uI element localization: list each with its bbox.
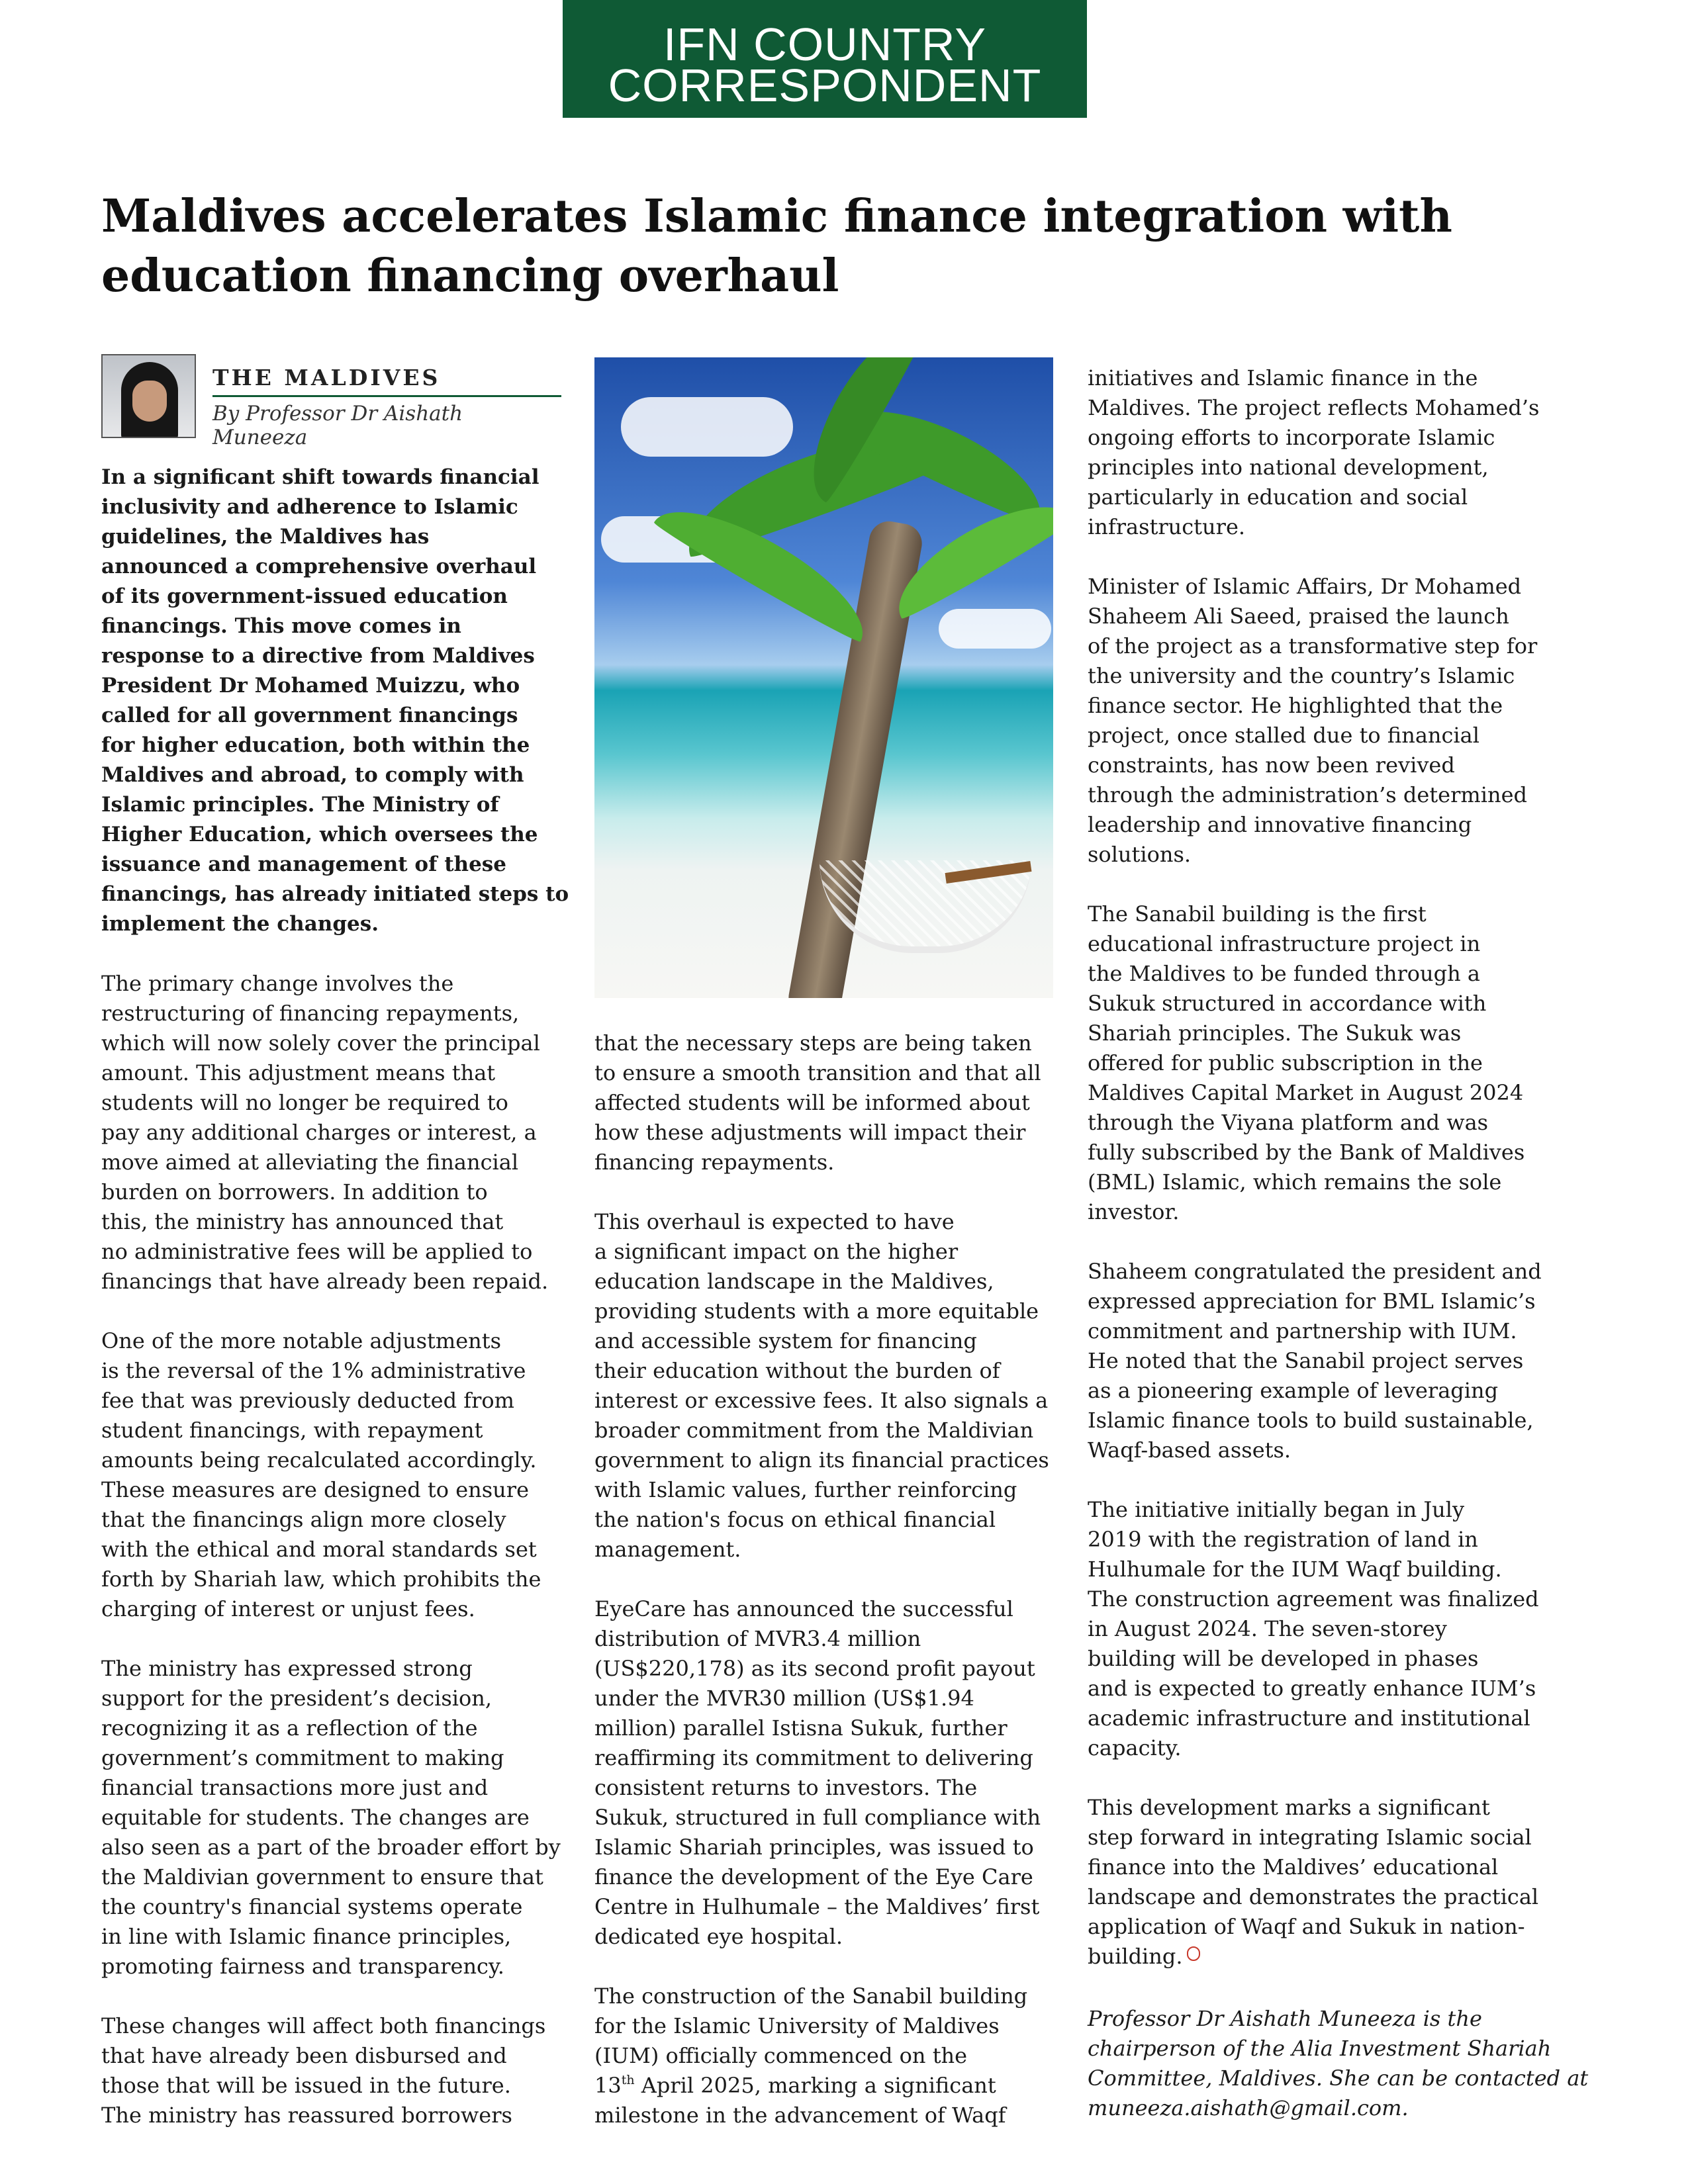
text-line: constraints, has now been revived — [1088, 752, 1455, 778]
text-line: of its government-issued education — [101, 584, 508, 608]
text-line: providing students with a more equitable — [594, 1298, 1039, 1324]
text-line: no administrative fees will be applied to — [101, 1239, 533, 1264]
text-line: financing repayments. — [594, 1150, 835, 1175]
author-byline — [101, 354, 561, 449]
text-line: in August 2024. The seven-storey — [1088, 1616, 1447, 1641]
text-line: Islamic principles. The Ministry of — [101, 793, 499, 817]
text-line: commitment and partnership with IUM. — [1088, 1318, 1517, 1343]
text-line: offered for public subscription in the — [1088, 1050, 1483, 1075]
text-line: announced a comprehensive overhaul — [101, 555, 537, 578]
author-email[interactable]: muneeza.aishath@gmail.com. — [1088, 2095, 1409, 2120]
text-line — [594, 2071, 1058, 2101]
text-line: amounts being recalculated accordingly. — [101, 1447, 537, 1473]
text-line: financings that have already been repaid. — [101, 1269, 549, 1294]
text-line: dedicated eye hospital. — [594, 1924, 843, 1949]
text-line: Waqf-based assets. — [1088, 1437, 1291, 1463]
text-line: leadership and innovative financing — [1088, 812, 1472, 837]
text-line: He noted that the Sanabil project serves — [1088, 1348, 1524, 1373]
text-line: educational infrastructure project in — [1088, 931, 1481, 956]
text-line: implement the changes. — [101, 912, 379, 936]
article-headline — [101, 187, 1558, 306]
text-line: The ministry has reassured borrowers — [101, 2103, 512, 2128]
text-line: ongoing efforts to incorporate Islamic — [1088, 425, 1495, 450]
text-line: principles into national development, — [1088, 455, 1489, 480]
text-line: government to align its financial practices — [594, 1447, 1049, 1473]
text-line: Shariah principles. The Sukuk was — [1088, 1021, 1462, 1046]
text-line: to ensure a smooth transition and that all — [594, 1060, 1041, 1085]
text-line: that the necessary steps are being taken — [594, 1030, 1032, 1056]
text-line: education landscape in the Maldives, — [594, 1269, 994, 1294]
author-name: By Professor Dr Aishath Muneeza — [212, 402, 463, 449]
text-line: is the reversal of the 1% administrative — [101, 1358, 526, 1383]
column-3-body — [1088, 363, 1604, 1972]
text-line: Professor Dr Aishath Muneeza is the — [1088, 2006, 1482, 2031]
text-line: (IUM) officially commenced on the — [594, 2043, 968, 2068]
text-line: expressed appreciation for BML Islamic’s — [1088, 1289, 1536, 1314]
text-line: The initiative initially began in July — [1088, 1497, 1465, 1522]
text-line: in line with Islamic finance principles, — [101, 1924, 512, 1949]
text-line: pay any additional charges or interest, a — [101, 1120, 537, 1145]
text-line: as a pioneering example of leveraging — [1088, 1378, 1499, 1403]
text-line: This development marks a significant — [1088, 1795, 1490, 1820]
text-line: recognizing it as a reflection of the — [101, 1715, 478, 1741]
text-line: charging of interest or unjust fees. — [101, 1596, 475, 1621]
text-line: President Dr Mohamed Muizzu, who — [101, 674, 520, 698]
text-line: chairperson of the Alia Investment Shariah — [1088, 2036, 1552, 2061]
text-line: Sukuk, structured in full compliance with — [594, 1805, 1041, 1830]
text-line: finance into the Maldives’ educational — [1088, 1854, 1499, 1880]
text-line: (US$220,178) as its second profit payout — [594, 1656, 1035, 1681]
text-line: affected students will be informed about — [594, 1090, 1030, 1115]
text-line: One of the more notable adjustments — [101, 1328, 502, 1353]
text-line: solutions. — [1088, 842, 1192, 867]
text-line: academic infrastructure and institutional — [1088, 1706, 1530, 1731]
text-line: Islamic Shariah principles, was issued to — [594, 1835, 1034, 1860]
country-label: THE MALDIVES — [212, 365, 441, 390]
text-line: Higher Education, which oversees the — [101, 823, 538, 846]
text-line: the university and the country’s Islamic — [1088, 663, 1515, 688]
text-line: Maldives. The project reflects Mohamed’s — [1088, 395, 1540, 420]
text-line: The primary change involves the — [101, 971, 454, 996]
text-line: consistent returns to investors. The — [594, 1775, 978, 1800]
text-line: and accessible system for financing — [594, 1328, 977, 1353]
text-line: that the financings align more closely — [101, 1507, 506, 1532]
text-line: the nation's focus on ethical financial — [594, 1507, 996, 1532]
text-line: (BML) Islamic, which remains the sole — [1088, 1169, 1502, 1195]
text-line: move aimed at alleviating the financial — [101, 1150, 519, 1175]
text-line: Shaheem congratulated the president and — [1088, 1259, 1542, 1284]
date-rest: April 2025, marking a significant — [634, 2073, 996, 2098]
headline-line: Maldives accelerates Islamic finance integration with — [101, 190, 1452, 243]
author-bio — [1088, 2004, 1604, 2123]
text-line: that have already been disbursed and — [101, 2043, 507, 2068]
text-line: fee that was previously deducted from — [101, 1388, 514, 1413]
text-line: step forward in integrating Islamic social — [1088, 1825, 1532, 1850]
text-line: milestone in the advancement of Waqf — [594, 2103, 1006, 2128]
text-line: restructuring of financing repayments, — [101, 1001, 520, 1026]
text-line: capacity. — [1088, 1735, 1182, 1760]
text-line: application of Waqf and Sukuk in nation- — [1088, 1914, 1525, 1939]
text-line: for higher education, both within the — [101, 733, 530, 757]
text-line: interest or excessive fees. It also signals a — [594, 1388, 1049, 1413]
text-line: issuance and management of these — [101, 852, 506, 876]
text-line: government’s commitment to making — [101, 1745, 504, 1770]
text-line: their education without the burden of — [594, 1358, 1000, 1383]
text-line: with the ethical and moral standards set — [101, 1537, 537, 1562]
text-line — [1088, 1942, 1604, 1972]
text-line: distribution of MVR3.4 million — [594, 1626, 921, 1651]
intro-paragraph — [101, 463, 569, 939]
text-line: financial transactions more just and — [101, 1775, 489, 1800]
text-line: This overhaul is expected to have — [594, 1209, 955, 1234]
final-word: building. — [1088, 1944, 1183, 1969]
text-line: The Sanabil building is the first — [1088, 901, 1427, 927]
column-1-body — [101, 969, 565, 2130]
text-line: amount. This adjustment means that — [101, 1060, 496, 1085]
text-line: finance sector. He highlighted that the — [1088, 693, 1503, 718]
text-line: reaffirming its commitment to delivering — [594, 1745, 1033, 1770]
text-line: student financings, with repayment — [101, 1418, 483, 1443]
text-line: infrastructure. — [1088, 514, 1246, 539]
text-line: The construction agreement was finalized — [1088, 1586, 1539, 1612]
text-line: The ministry has expressed strong — [101, 1656, 473, 1681]
text-line: the country's financial systems operate — [101, 1894, 523, 1919]
text-line: guidelines, the Maldives has — [101, 525, 430, 549]
end-mark-icon — [1187, 1946, 1200, 1961]
text-line: These changes will affect both financings — [101, 2013, 546, 2038]
section-banner — [563, 0, 1087, 118]
text-line: for the Islamic University of Maldives — [594, 2013, 1000, 2038]
text-line: burden on borrowers. In addition to — [101, 1179, 488, 1205]
text-line: These measures are designed to ensure — [101, 1477, 529, 1502]
text-line: promoting fairness and transparency. — [101, 1954, 504, 1979]
text-line: landscape and demonstrates the practical — [1088, 1884, 1539, 1909]
text-line: under the MVR30 million (US$1.94 — [594, 1686, 974, 1711]
text-line: Shaheem Ali Saeed, praised the launch — [1088, 604, 1509, 629]
text-line: investor. — [1088, 1199, 1180, 1224]
text-line: and is expected to greatly enhance IUM’s — [1088, 1676, 1536, 1701]
text-line: Islamic finance tools to build sustainable, — [1088, 1408, 1534, 1433]
text-line: Sukuk structured in accordance with — [1088, 991, 1487, 1016]
text-line: project, once stalled due to financial — [1088, 723, 1479, 748]
text-line: Minister of Islamic Affairs, Dr Mohamed — [1088, 574, 1522, 599]
text-line: Maldives Capital Market in August 2024 — [1088, 1080, 1524, 1105]
banner-line-1: IFN COUNTRY — [663, 19, 987, 70]
text-line: financings. This move comes in — [101, 614, 461, 638]
text-line: Maldives and abroad, to comply with — [101, 763, 524, 787]
text-line: finance the development of the Eye Care — [594, 1864, 1033, 1889]
text-line: In a significant shift towards financial — [101, 465, 539, 489]
byline-divider — [212, 395, 561, 397]
text-line: through the Viyana platform and was — [1088, 1110, 1489, 1135]
text-line: forth by Shariah law, which prohibits the — [101, 1567, 541, 1592]
text-line: the Maldives to be funded through a — [1088, 961, 1480, 986]
text-line: which will now solely cover the principal — [101, 1030, 540, 1056]
text-line: The construction of the Sanabil building — [594, 1983, 1028, 2009]
text-line: students will no longer be required to — [101, 1090, 508, 1115]
text-line: broader commitment from the Maldivian — [594, 1418, 1034, 1443]
text-line: equitable for students. The changes are — [101, 1805, 530, 1830]
text-line: Centre in Hulhumale – the Maldives’ first — [594, 1894, 1040, 1919]
text-line: support for the president’s decision, — [101, 1686, 492, 1711]
text-line: this, the ministry has announced that — [101, 1209, 504, 1234]
text-line: a significant impact on the higher — [594, 1239, 959, 1264]
text-line: those that will be issued in the future. — [101, 2073, 511, 2098]
text-line: fully subscribed by the Bank of Maldives — [1088, 1140, 1525, 1165]
text-line: with Islamic values, further reinforcing — [594, 1477, 1017, 1502]
headline-line: education financing overhaul — [101, 250, 839, 302]
text-line: particularly in education and social — [1088, 484, 1468, 510]
text-line: EyeCare has announced the successful — [594, 1596, 1013, 1621]
text-line: how these adjustments will impact their — [594, 1120, 1026, 1145]
text-line: Hulhumale for the IUM Waqf building. — [1088, 1557, 1502, 1582]
text-line: Committee, Maldives. She can be contacted at — [1088, 2066, 1589, 2091]
text-line: response to a directive from Maldives — [101, 644, 535, 668]
date-suffix: th — [621, 2073, 635, 2087]
palm-beach-photo — [594, 357, 1053, 998]
text-line: financings, has already initiated steps to — [101, 882, 569, 906]
author-avatar — [101, 354, 196, 438]
text-line: of the project as a transformative step for — [1088, 633, 1538, 659]
column-2-body — [594, 1028, 1058, 2130]
date-day: 13 — [594, 2073, 622, 2098]
text-line: building will be developed in phases — [1088, 1646, 1479, 1671]
text-line: management. — [594, 1537, 741, 1562]
text-line: the Maldivian government to ensure that — [101, 1864, 543, 1889]
banner-line-2: CORRESPONDENT — [608, 60, 1042, 111]
text-line: also seen as a part of the broader effort by — [101, 1835, 561, 1860]
text-line: inclusivity and adherence to Islamic — [101, 495, 518, 519]
text-line: 2019 with the registration of land in — [1088, 1527, 1478, 1552]
text-line: initiatives and Islamic finance in the — [1088, 365, 1478, 390]
text-line: called for all government financings — [101, 704, 518, 727]
text-line: through the administration’s determined — [1088, 782, 1527, 807]
text-line: million) parallel Istisna Sukuk, further — [594, 1715, 1008, 1741]
